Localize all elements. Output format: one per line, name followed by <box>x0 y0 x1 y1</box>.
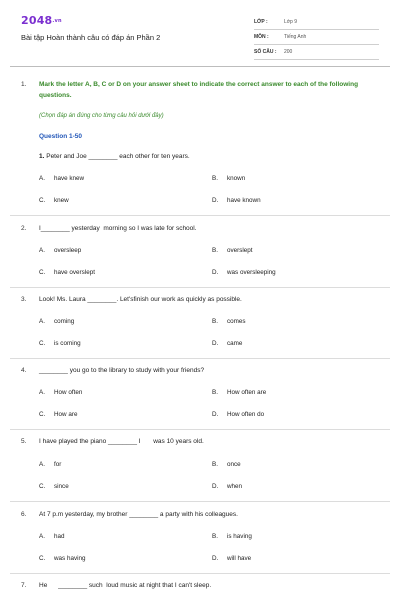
option-key: B. <box>212 247 218 254</box>
option-a[interactable] <box>39 318 74 325</box>
option-key: A. <box>39 318 45 325</box>
option-text: How often are <box>227 389 267 396</box>
option-key: D. <box>212 483 219 490</box>
option-key: D. <box>212 197 219 204</box>
option-c[interactable] <box>39 197 69 204</box>
option-d[interactable] <box>212 411 264 418</box>
meta-label: SỐ CÂU : <box>254 49 277 55</box>
header-divider <box>10 66 390 67</box>
document-title: Bài tập Hoàn thành câu có đáp án Phần 2 <box>21 33 161 42</box>
option-text: have overslept <box>54 269 95 276</box>
option-text: have known <box>227 197 261 204</box>
logo-text: 2048 <box>21 14 53 27</box>
question-divider <box>10 429 390 430</box>
option-b[interactable] <box>212 318 246 325</box>
section-title: Question 1-50 <box>39 133 82 140</box>
option-c[interactable] <box>39 555 86 562</box>
option-key: A. <box>39 533 45 540</box>
question-3-number: 3. <box>21 296 27 303</box>
option-c[interactable] <box>39 483 69 490</box>
option-a[interactable] <box>39 175 84 182</box>
option-key: B. <box>212 533 218 540</box>
option-key: A. <box>39 461 45 468</box>
meta-row-class <box>254 15 379 30</box>
option-a[interactable] <box>39 247 81 254</box>
question-number: 1. <box>39 153 45 160</box>
question-divider <box>10 287 390 288</box>
option-text: known <box>227 175 246 182</box>
option-text: when <box>227 483 243 490</box>
option-key: D. <box>212 411 219 418</box>
question-stem: Peter and Joe ________ each other for ten years. <box>46 153 190 160</box>
option-text: had <box>54 533 65 540</box>
option-key: B. <box>212 175 218 182</box>
question-6-number: 6. <box>21 511 27 518</box>
question-5-number: 5. <box>21 438 27 445</box>
option-text: since <box>54 483 69 490</box>
option-text: was having <box>54 555 86 562</box>
option-key: D. <box>212 555 219 562</box>
option-b[interactable] <box>212 247 253 254</box>
option-key: C. <box>39 411 46 418</box>
question-2-text: I________ yesterday morning so I was late for school. <box>39 225 197 232</box>
question-divider <box>10 501 390 502</box>
option-text: is coming <box>54 340 81 347</box>
option-text: How often do <box>227 411 265 418</box>
instruction-text: Mark the letter A, B, C or D on your answer sheet to indicate the correct answer to each of the following questions. <box>39 81 359 99</box>
question-3-text: Look! Ms. Laura ________. Let'sfinish our work as quickly as possible. <box>39 296 242 303</box>
option-text: will have <box>227 555 252 562</box>
instruction-number: 1. <box>21 81 27 88</box>
question-4-number: 4. <box>21 367 27 374</box>
option-text: How often <box>54 389 83 396</box>
option-text: oversleep <box>54 247 82 254</box>
option-d[interactable] <box>212 340 242 347</box>
option-c[interactable] <box>39 340 81 347</box>
option-text: overslept <box>227 247 253 254</box>
question-6-text: At 7 p.m yesterday, my brother ________ a party with his colleagues. <box>39 511 238 518</box>
option-a[interactable] <box>39 461 61 468</box>
question-7-number: 7. <box>21 582 27 589</box>
option-key: C. <box>39 269 46 276</box>
logo-suffix: .vn <box>52 18 62 24</box>
option-b[interactable] <box>212 461 241 468</box>
instruction-subtext: (Chọn đáp án đúng cho từng câu hỏi dưới đây) <box>39 113 164 119</box>
meta-value: Lớp 9 <box>284 19 298 25</box>
option-text: knew <box>54 197 69 204</box>
option-key: D. <box>212 340 219 347</box>
option-text: coming <box>54 318 75 325</box>
option-text: is having <box>227 533 252 540</box>
option-text: comes <box>227 318 246 325</box>
option-key: A. <box>39 247 45 254</box>
option-d[interactable] <box>212 483 242 490</box>
question-7-text: He ________ such loud music at night that I can't sleep. <box>39 582 212 589</box>
option-text: for <box>54 461 62 468</box>
meta-label: MÔN : <box>254 34 269 40</box>
option-a[interactable] <box>39 533 65 540</box>
question-2-number: 2. <box>21 225 27 232</box>
site-logo[interactable] <box>21 14 62 27</box>
option-key: B. <box>212 318 218 325</box>
option-key: D. <box>212 269 219 276</box>
option-key: A. <box>39 389 45 396</box>
question-5-text: I have played the piano ________ I was 10 years old. <box>39 438 204 445</box>
option-text: came <box>227 340 243 347</box>
option-key: B. <box>212 389 218 396</box>
question-divider <box>10 573 390 574</box>
question-divider <box>10 215 390 216</box>
meta-label: LỚP : <box>254 19 268 25</box>
option-d[interactable] <box>212 197 261 204</box>
option-key: C. <box>39 197 46 204</box>
meta-info-table <box>254 15 379 60</box>
option-c[interactable] <box>39 269 95 276</box>
meta-value: 200 <box>284 49 293 55</box>
option-key: B. <box>212 461 218 468</box>
meta-row-subject <box>254 30 379 45</box>
option-key: C. <box>39 340 46 347</box>
option-key: C. <box>39 483 46 490</box>
option-text: have knew <box>54 175 85 182</box>
option-text: How are <box>54 411 78 418</box>
option-text: once <box>227 461 241 468</box>
meta-row-count <box>254 45 379 60</box>
question-1-text <box>39 153 190 160</box>
option-key: C. <box>39 555 46 562</box>
option-key: A. <box>39 175 45 182</box>
meta-value: Tiếng Anh <box>284 34 307 40</box>
option-b[interactable] <box>212 175 245 182</box>
option-text: was oversleeping <box>227 269 276 276</box>
option-d[interactable] <box>212 555 251 562</box>
option-d[interactable] <box>212 269 276 276</box>
question-4-text: ________ you go to the library to study with your friends? <box>39 367 205 374</box>
option-b[interactable] <box>212 389 266 396</box>
option-a[interactable] <box>39 389 82 396</box>
option-b[interactable] <box>212 533 252 540</box>
option-c[interactable] <box>39 411 77 418</box>
question-divider <box>10 358 390 359</box>
